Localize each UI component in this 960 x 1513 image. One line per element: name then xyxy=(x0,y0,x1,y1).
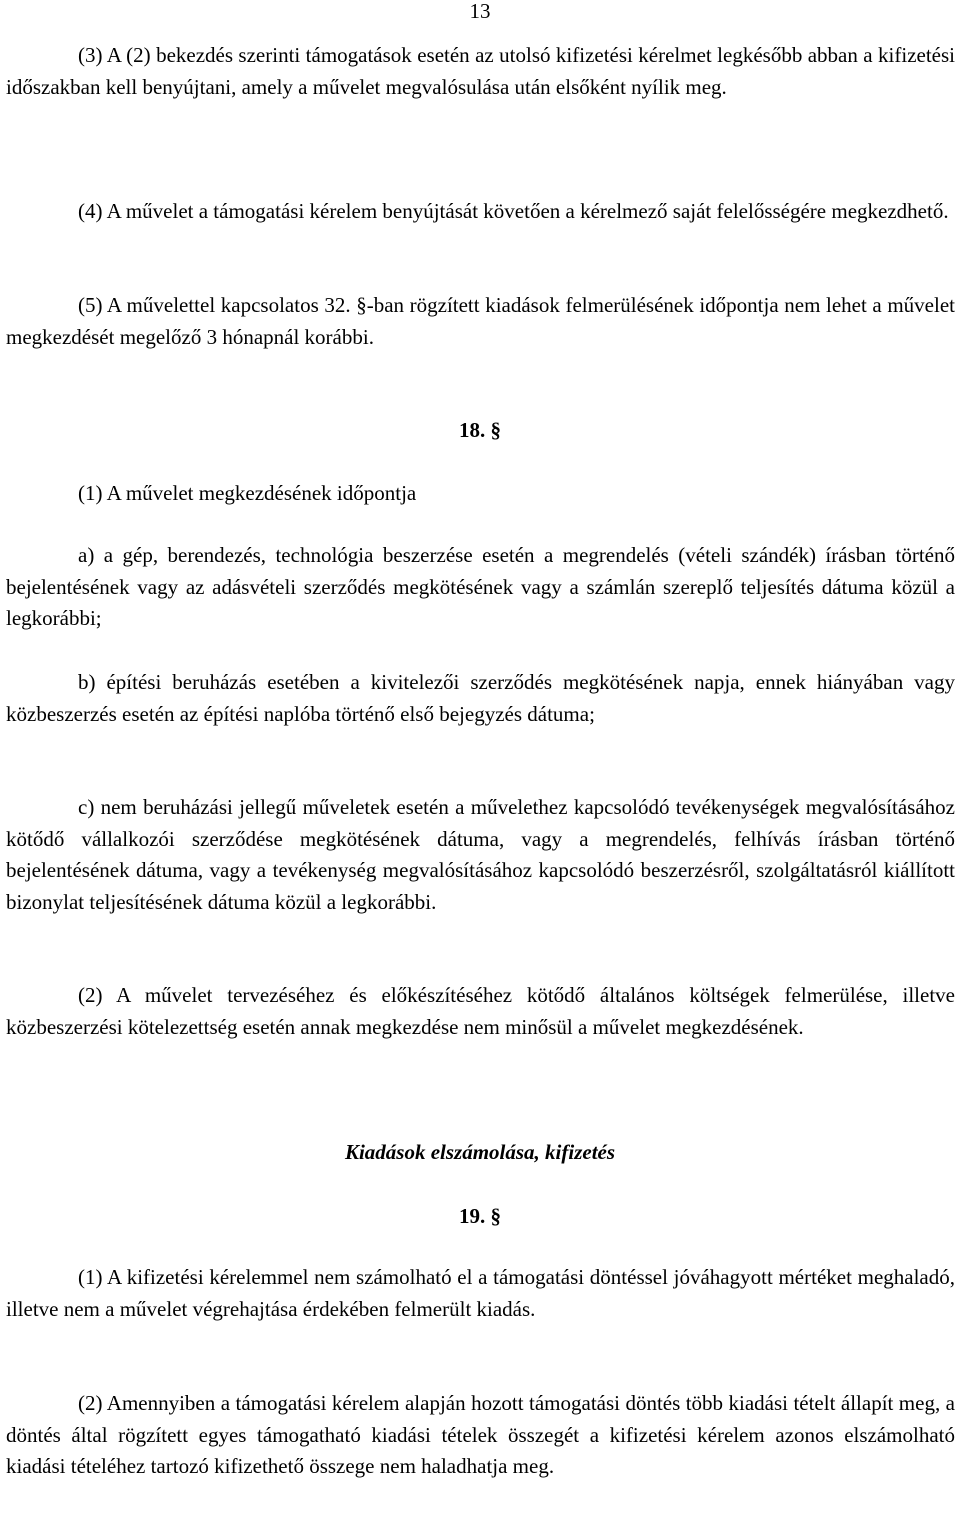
section-heading: Kiadások elszámolása, kifizetés xyxy=(344,1140,616,1164)
section-18-number: 18. § xyxy=(459,418,501,442)
section-18-intro-text: (1) A művelet megkezdésének időpontja xyxy=(78,481,417,505)
section-19-paragraph-2 xyxy=(6,1388,955,1483)
section-18-item-b xyxy=(6,667,955,730)
section-18-intro xyxy=(6,478,955,510)
section-18-item-c xyxy=(6,792,955,918)
paragraph-4 xyxy=(6,196,955,228)
paragraph-3 xyxy=(6,40,955,103)
section-19-paragraph-2-text: (2) Amennyiben a támogatási kérelem alapján hozott támogatási döntés több kiadási tételt állapít meg, a döntés által rögzített egyes támogatható kiadási tételek összegét a kifizetési kérelem azonos elszámolható kiadási tételéhez tartozó kifizethető összege nem haladhatja meg. xyxy=(6,1391,955,1479)
paragraph-4-text: (4) A művelet a támogatási kérelem benyújtását követően a kérelmező saját felelősségére megkezdhető. xyxy=(78,199,949,223)
section-18-paragraph-2-text: (2) A művelet tervezéséhez és előkészítéséhez kötődő általános költségek felmerülése, illetve közbeszerzési kötelezettség esetén annak megkezdése nem minősül a művelet megkezdésének. xyxy=(6,983,955,1039)
section-19-paragraph-1-text: (1) A kifizetési kérelemmel nem számolható el a támogatási döntéssel jóváhagyott mértéket meghaladó, illetve nem a művelet végrehajtása érdekében felmerült kiadás. xyxy=(6,1265,955,1321)
section-18-paragraph-2 xyxy=(6,980,955,1043)
section-18-item-a-text: a) a gép, berendezés, technológia beszerzése esetén a megrendelés (vételi szándék) írásban történő bejelentésének vagy az adásvételi szerződés megkötésének vagy a számlán szereplő teljesítés dátuma közül a legkorábbi; xyxy=(6,543,955,631)
paragraph-3-text: (3) A (2) bekezdés szerinti támogatások esetén az utolsó kifizetési kérelmet legkésőbb abban a kifizetési időszakban kell benyújtani, amely a művelet megvalósulása után elsőként nyílik meg. xyxy=(6,43,955,99)
section-18-item-b-text: b) építési beruházás esetében a kivitelezői szerződés megkötésének napja, ennek hiányában vagy közbeszerzés esetén az építési naplóba történő első bejegyzés dátuma; xyxy=(6,670,955,726)
paragraph-5 xyxy=(6,290,955,353)
paragraph-5-text: (5) A művelettel kapcsolatos 32. §-ban rögzített kiadások felmerülésének időpontja nem lehet a művelet megkezdését megelőző 3 hónapnál korábbi. xyxy=(6,293,955,349)
section-18-item-c-text: c) nem beruházási jellegű műveletek esetén a művelethez kapcsolódó tevékenységek megvalósításához kötődő vállalkozói szerződése megkötésének dátuma, vagy a megrendelés, felhívás írásban történő bejelentésének dátuma, vagy a tevékenység megvalósításához kapcsolódó beszerzésről, szolgáltatásról kiállított bizonylat teljesítésének dátuma közül a legkorábbi. xyxy=(6,795,955,914)
page-number: 13 xyxy=(469,0,491,23)
section-19-number: 19. § xyxy=(459,1204,501,1228)
section-19-paragraph-1 xyxy=(6,1262,955,1325)
section-18-item-a xyxy=(6,540,955,635)
